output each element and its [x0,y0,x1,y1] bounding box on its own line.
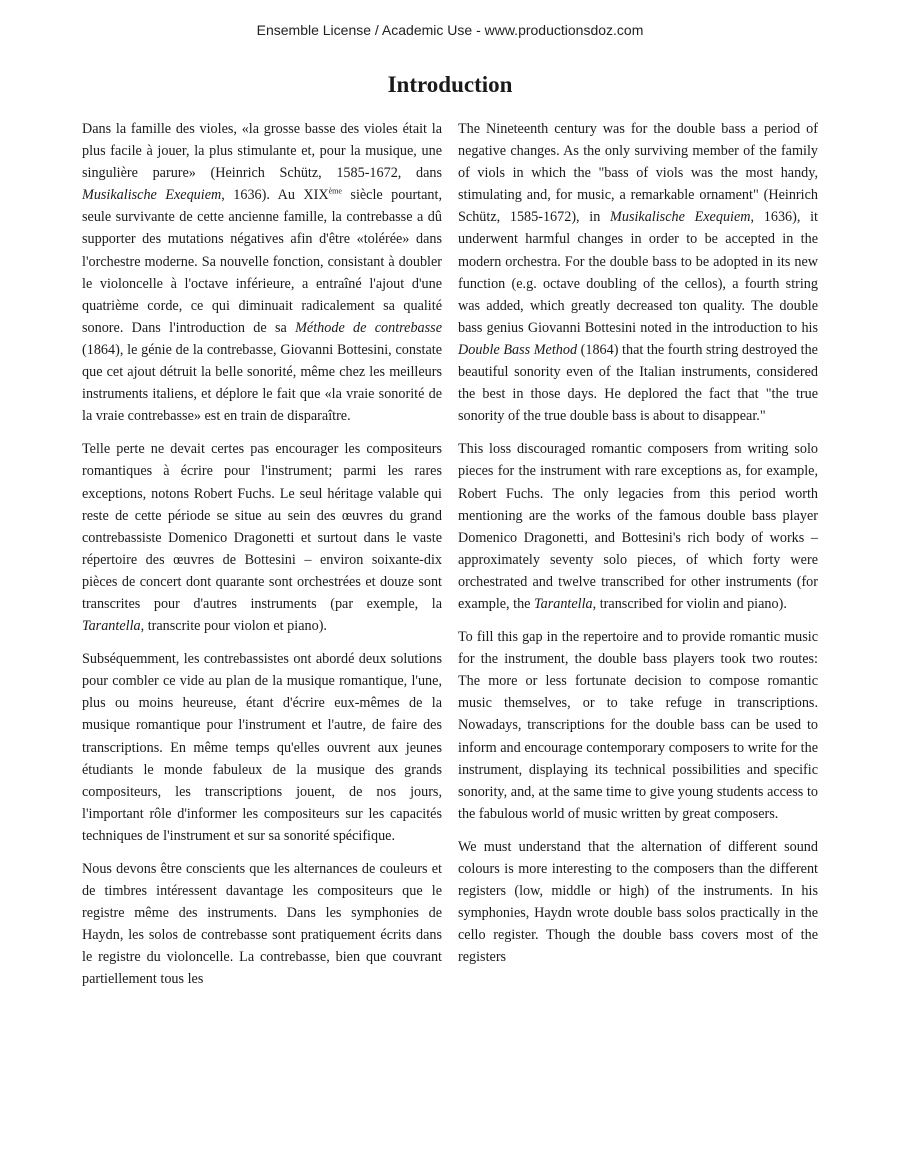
text-run: (1864) that the fourth string destroyed the beautiful sonority even of the Italian instruments, considered the best in those days. He deplored the fact that "the true sonority of the true double bass is about to disappear." [458,341,818,425]
english-paragraph-2 [458,438,818,615]
english-paragraph-1 [458,118,818,427]
french-paragraph-3: Subséquemment, les contrebassistes ont abordé deux solutions pour combler ce vide au plan de la musique romantique, l'une, plus ou moins heureuse, étant d'écrire eux-mêmes de la musique romantique pour l'instrument et l'autre, de faire des transcriptions. En même temps qu'elles ouvrent aux jeunes étudiants le monde fabuleux de la musique des grands compositeurs, les transcriptions jouent, de nos jours, l'important rôle d'informer les compositeurs sur les capacités techniques de l'instrument et sur sa sonorité spécifique. [82,651,442,844]
license-header: Ensemble License / Academic Use - www.productionsdoz.com [256,22,644,38]
text-run: (1864), le génie de la contrebasse, Giovanni Bottesini, constate que cet ajout détruit la belle sonorité, même chez les meilleurs instruments italiens, et déplore le fait que «la vraie sonorité de la vraie contrebasse» est en train de disparaître. [82,341,442,425]
english-paragraph-3: To fill this gap in the repertoire and to provide romantic music for the instrument, the double bass players took two routes: The more or less fortunate decision to compose romantic music themselves, or to take refuge in transcriptions. Nowadays, transcriptions for the double bass can be used to inform and encourage contemporary composers to write for the instrument, displaying its technical possibilities and specific sonority, and, at the same time to give young students access to the fabulous world of music written by great composers. [458,629,818,822]
text-run: siècle pourtant, seule survivante de cette ancienne famille, la contrebasse a dû supporter des mutations négatives afin d'être «tolérée» dans l'orchestre moderne. Sa nouvelle fonction, consistant à doubler le violoncelle à l'octave inférieure, a entraîné l'ajout d'une quatrième corde, ce qui diminuait radicalement sa qualité sonore. Dans l'introduction de sa [82,187,443,336]
italic-title: Musikalische Exequiem [82,187,222,204]
english-paragraph-4: We must understand that the alternation of different sound colours is more interesting to the composers than the different registers (low, middle or high) of the instruments. In his symphonies, Haydn wrote double bass solos practically in the cello register. Though the double bass covers most of the registers [458,838,818,966]
english-column [458,118,818,968]
french-paragraph-1 [82,118,442,427]
text-run: This loss discouraged romantic composers from writing solo pieces for the instrument with rare exceptions as, for example, Robert Fuchs. The only legacies from this period worth mentioning are the works of the famous double bass player Domenico Dragonetti, and Bottesini's rich body of works – approximately seventy solo pieces, of which forty were orchestrated and twelve transcribed for other instruments (for example, the [458,441,818,612]
text-run: , transcribed for violin and piano). [592,595,787,612]
italic-title: Double Bass Method [458,341,578,358]
french-column [82,118,442,991]
italic-title: Tarantella [82,618,141,635]
text-run: The Nineteenth century was for the double bass a period of negative changes. As the only surviving member of the family of viols in which the "bass of viols was the most handy, stimulating and, for music, a remarkable ornament" (Heinrich Schütz, 1585-1672), in [458,121,818,226]
french-paragraph-4: Nous devons être conscients que les alternances de couleurs et de timbres intéressent davantage les compositeurs que le registre même des instruments. Dans les symphonies de Haydn, les solos de contrebasse sont pratiquement écrits dans le registre du violoncelle. La contrebasse, bien que couvrant partiellement tous les [82,861,442,988]
text-run: , 1636). Au XIX [221,187,329,204]
text-run: Dans la famille des violes, «la grosse basse des violes était la plus facile à jouer, la plus stimulante et, pour la musique, une singulière parure» (Heinrich Schütz, 1585-1672, dans [82,121,442,182]
italic-title: Méthode de contrebasse [295,319,442,336]
italic-title: Tarantella [534,595,593,612]
text-run: , transcrite pour violon et piano). [140,618,327,635]
text-run: , 1636), it underwent harmful changes in order to be accepted in the modern orchestra. For the double bass to be adopted in its new function (e.g. octave doubling of the cellos), a fourth string was added, which greatly decreased ton quality. The double bass genius Giovanni Bottesini noted in the introduction to his [458,209,818,336]
page-title: Introduction [387,72,513,97]
text-run: Telle perte ne devait certes pas encourager les compositeurs romantiques à écrire pour l'instrument; parmi les rares exceptions, notons Robert Fuchs. Le seul héritage valable qui reste de cette période se situe au sein des œuvres du grand contrebassiste Domenico Dragonetti et surtout dans le vaste répertoire des œuvres de Bottesini – environ soixante-dix pièces de concert dont quarante sont orchestrées et douze sont transcrites pour d'autres instruments (par exemple, la [82,441,442,612]
italic-title: Musikalische Exequiem [610,209,751,226]
french-paragraph-2 [82,438,442,637]
superscript: ème [328,186,342,196]
